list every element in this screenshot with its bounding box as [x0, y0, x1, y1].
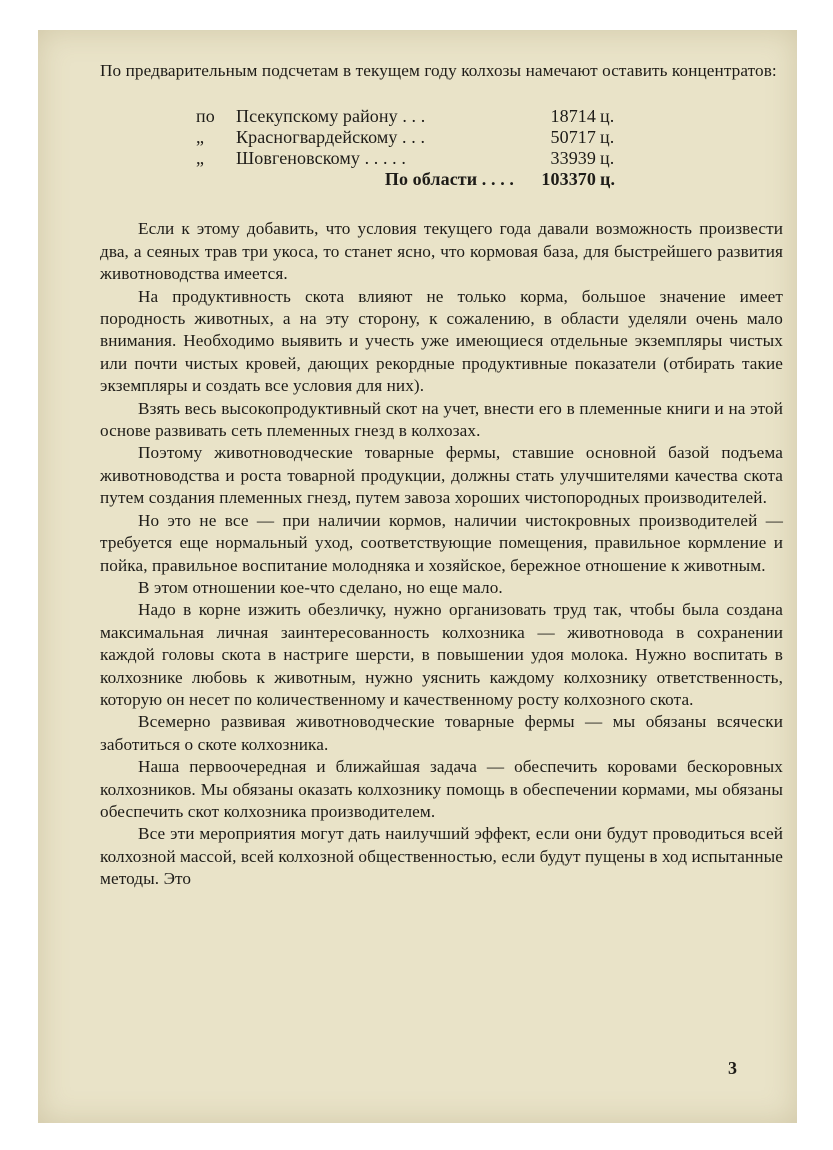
paragraph: Но это не все — при наличии кормов, наличии чистокровных производителей — требуется еще нормальный уход, соответствующие помещения, правильное кормление и пойка, правильное воспитание молодняка и хозяйское, бережное отношение к животным.	[100, 510, 783, 575]
distribution-total-row	[196, 169, 626, 190]
distribution-row	[196, 106, 626, 127]
row-prefix: „	[196, 148, 205, 169]
unit: ц.	[600, 106, 615, 127]
distribution-row	[196, 127, 626, 148]
paragraph: Все эти мероприятия могут дать наилучший эффект, если они будут проводиться всей колхозной массой, всей колхозной общественностью, если будут пущены в ход испытанные методы. Это	[100, 824, 783, 889]
page-number: 3	[728, 1058, 737, 1078]
page-text	[100, 60, 783, 891]
unit: ц.	[600, 127, 615, 148]
district-value: 50717	[550, 127, 596, 148]
district-name: Красногвардейскому . . .	[236, 127, 426, 148]
district-name: Псекупскому району . . .	[236, 106, 426, 127]
unit: ц.	[600, 169, 616, 190]
district-value: 18714	[550, 106, 596, 127]
distribution-row	[196, 148, 626, 169]
book-page	[38, 30, 797, 1123]
intro-paragraph: По предварительным подсчетам в текущем году колхозы намечают оставить концентратов:	[100, 61, 777, 80]
row-prefix: „	[196, 127, 205, 148]
total-value: 103370	[541, 169, 596, 190]
paragraph: Всемерно развивая животноводческие товарные фермы — мы обязаны всячески заботиться о скоте колхозника.	[100, 712, 783, 754]
concentrate-distribution-table	[196, 106, 626, 190]
paragraph: Надо в корне изжить обезличку, нужно организовать труд так, чтобы была создана максимальная личная заинтересованность колхозника — животновода в сохранении каждой головы скота в настриге шерсти, в повышении удоя молока. Нужно воспитать в колхознике любовь к животным, нужно уяснить каждому колхознику ответственность, которую он несет по количественному и качественному росту колхозного скота.	[100, 600, 783, 709]
row-prefix: по	[196, 106, 215, 127]
district-value: 33939	[550, 148, 596, 169]
paragraph: Взять весь высокопродуктивный скот на учет, внести его в племенные книги и на этой основе развивать сеть племенных гнезд в колхозах.	[100, 398, 783, 441]
paragraph: Наша первоочередная и ближайшая задача — обеспечить коровами бескоровных колхозников. Мы обязаны оказать колхознику помощь в обеспечении кормами, мы обязаны обеспечить скот колхозника производителем.	[100, 757, 783, 821]
district-name: Шовгеновскому . . . . .	[236, 148, 406, 169]
paragraph: Поэтому животноводческие товарные фермы, ставшие основной базой подъема животноводства и роста товарной продукции, должны стать улучшителями качества скота путем создания племенных гнезд, путем завоза хороших чистопородных производителей.	[100, 443, 783, 508]
total-label: По области . . . .	[384, 169, 514, 190]
unit: ц.	[600, 148, 615, 169]
paragraph: В этом отношении кое-что сделано, но еще мало.	[138, 577, 503, 597]
paragraph: Если к этому добавить, что условия текущего года давали возможность произвести два, а сеяных трав три укоса, то станет ясно, что кормовая база, для быстрейшего развития животноводства имеется.	[100, 219, 783, 284]
paragraph: На продуктивность скота влияют не только корма, большое значение имеет породность животных, а на эту сторону, к сожалению, в области уделяли очень мало внимания. Необходимо выявить и учесть уже имеющиеся отдельные экземпляры чистых или почти чистых кровей, дающих рекордные продуктивные показатели (отбирать такие экземпляры и создать все условия для них).	[100, 286, 783, 396]
